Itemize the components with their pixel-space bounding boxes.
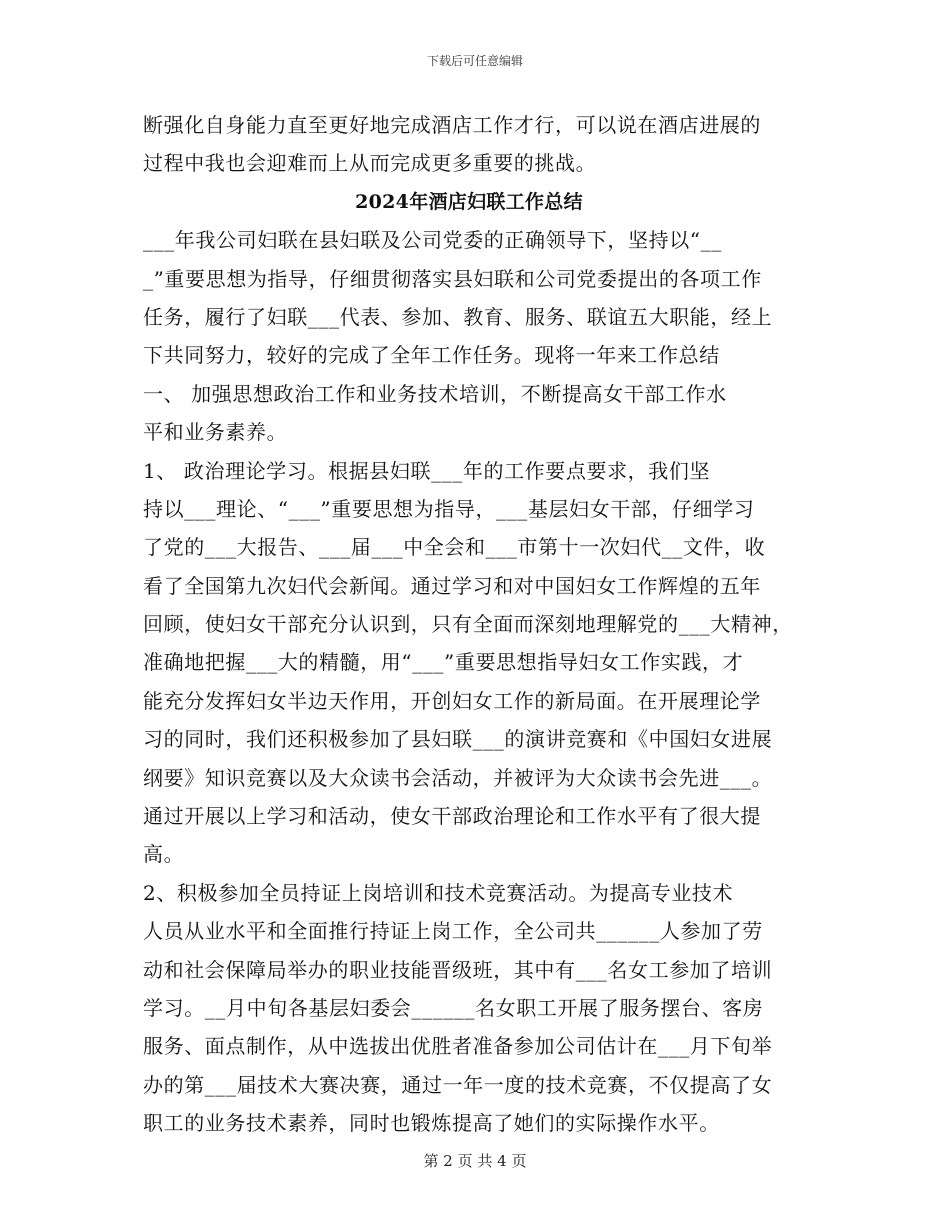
document-title: 2024年酒店妇联工作总结: [355, 190, 583, 213]
paragraph-line: 人员从业水平和全面推行持证上岗工作，全公司共______人参加了劳: [143, 919, 763, 944]
paragraph-line: ___年我公司妇联在县妇联及公司党委的正确领导下，坚持以“__: [143, 228, 722, 253]
paragraph-line: 任务，履行了妇联___代表、参加、教育、服务、联谊五大职能，经上: [143, 304, 773, 329]
paragraph-line: 能充分发挥妇女半边天作用，开创妇女工作的新局面。在开展理论学: [143, 688, 761, 713]
paragraph-line: 纲要》知识竞赛以及大众读书会活动，并被评为大众读书会先进___。: [143, 765, 773, 790]
paragraph-line: 动和社会保障局举办的职业技能晋级班，其中有___名女工参加了培训: [143, 957, 773, 982]
paragraph-line: 1、 政治理论学习。根据县妇联___年的工作要点要求，我们坚: [143, 458, 711, 483]
paragraph-line: 持以___理论、“___”重要思想为指导，___基层妇女干部，仔细学习: [143, 496, 755, 521]
paragraph-line: 办的第___届技术大赛决赛，通过一年一度的技术竞赛，不仅提高了女: [143, 1072, 773, 1097]
paragraph-line: 服务、面点制作，从中选拔出优胜者准备参加公司估计在___月下旬举: [143, 1034, 773, 1059]
page-header-note: 下载后可任意编辑: [426, 54, 523, 68]
page-number: 第 2 页 共 4 页: [423, 1152, 527, 1170]
paragraph-line: 高。: [143, 842, 185, 867]
intro-line: 断强化自身能力直至更好地完成酒店工作才行，可以说在酒店进展的: [143, 113, 761, 137]
paragraph-line: 下共同努力，较好的完成了全年工作任务。现将一年来工作总结: [143, 343, 720, 368]
paragraph-line: 习的同时，我们还积极参加了县妇联___的演讲竞赛和《中国妇女进展: [143, 727, 773, 752]
document-body: [143, 106, 815, 1143]
paragraph-line: 回顾，使妇女干部充分认识到，只有全面而深刻地理解党的___大精神，: [143, 612, 793, 637]
paragraph-line: 一、 加强思想政治工作和业务技术培训，不断提高女干部工作水: [143, 381, 727, 406]
paragraph-line: 准确地把握___大的精髓，用“___”重要思想指导妇女工作实践，才: [143, 650, 744, 675]
paragraph-line: 职工的业务技术素养，同时也锻炼提高了她们的实际操作水平。: [143, 1111, 720, 1136]
paragraph-line: 了党的___大报告、___届___中全会和___市第十一次妇代__文件，收: [143, 535, 766, 560]
paragraph-line: 通过开展以上学习和活动，使女干部政治理论和工作水平有了很大提: [143, 804, 761, 829]
paragraph-line: 学习。__月中旬各基层妇委会______名女职工开展了服务摆台、客房: [143, 995, 764, 1020]
intro-line: 过程中我也会迎难而上从而完成更多重要的挑战。: [143, 151, 597, 176]
paragraph-line: _”重要思想为指导，仔细贯彻落实县妇联和公司党委提出的各项工作: [143, 266, 762, 291]
paragraph-line: 2、积极参加全员持证上岗培训和技术竞赛活动。为提高专业技术: [143, 880, 734, 905]
paragraph-line: 看了全国第九次妇代会新闻。通过学习和对中国妇女工作辉煌的五年: [143, 573, 761, 598]
paragraph-line: 平和业务素养。: [143, 420, 288, 445]
